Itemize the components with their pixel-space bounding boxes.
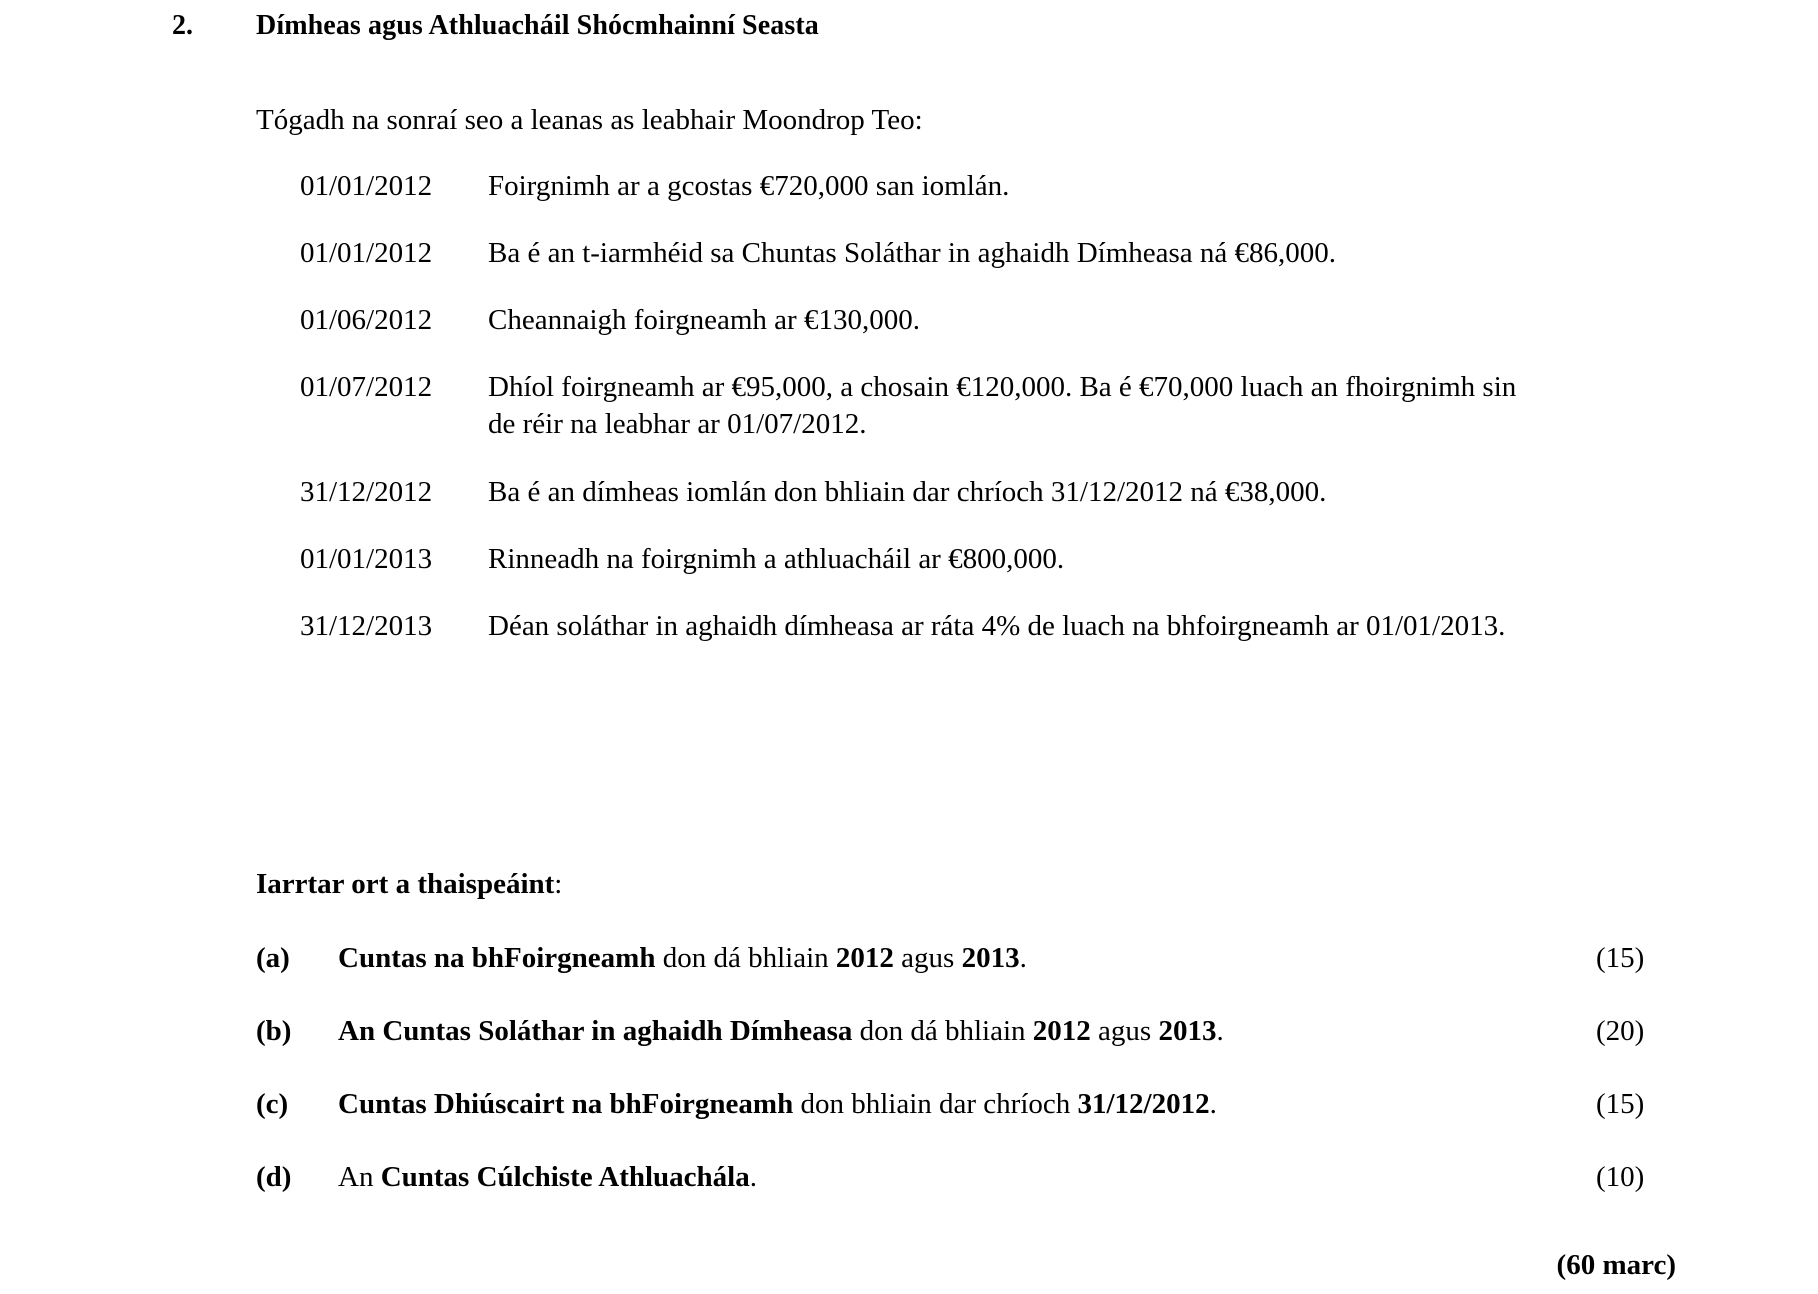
required-heading-colon: : xyxy=(554,868,563,900)
part-letter: (a) xyxy=(256,942,290,974)
part-letter: (c) xyxy=(256,1088,289,1120)
entry-date: 01/01/2012 xyxy=(300,237,433,270)
part-marks: (10) xyxy=(1596,1161,1645,1193)
entry-description: Dhíol foirgneamh ar €95,000, a chosain €120,000. Ba é €70,000 luach an fhoirgnimh sin de réir na leabhar ar 01/07/2012. xyxy=(488,371,1517,441)
question-number: 2. xyxy=(172,10,193,41)
entry-description: Cheannaigh foirgneamh ar €130,000. xyxy=(488,304,920,337)
entry-description: Déan soláthar in aghaidh dímheasa ar ráta 4% de luach na bhfoirgneamh ar 01/01/2013. xyxy=(488,609,1506,642)
part-marks: (15) xyxy=(1596,1088,1645,1120)
part-letter: (d) xyxy=(256,1161,292,1193)
required-heading xyxy=(256,868,562,901)
question-intro: Tógadh na sonraí seo a leanas as leabhair Moondrop Teo: xyxy=(256,104,923,136)
list-item xyxy=(256,608,1656,645)
entry-date: 01/07/2012 xyxy=(300,371,433,404)
part-row xyxy=(256,1015,1676,1048)
part-row xyxy=(256,1088,1676,1121)
entry-date: 01/01/2012 xyxy=(300,170,433,202)
entry-date: 31/12/2013 xyxy=(300,609,433,642)
part-marks: (15) xyxy=(1596,942,1645,974)
entry-description: Ba é an dímheas iomlán don bhliain dar chríoch 31/12/2012 ná €38,000. xyxy=(488,475,1327,508)
total-marks: (60 marc) xyxy=(1556,1249,1676,1281)
question-heading xyxy=(172,10,1672,42)
entry-description: Foirgnimh ar a gcostas €720,000 san iomlán. xyxy=(488,170,1010,202)
part-letter: (b) xyxy=(256,1015,292,1047)
required-heading-bold: Iarrtar ort a thaispeáint xyxy=(256,868,555,900)
list-item xyxy=(256,235,1656,272)
entry-description: Ba é an t-iarmhéid sa Chuntas Soláthar in aghaidh Dímheasa ná €86,000. xyxy=(488,237,1337,270)
part-text: An Cuntas Soláthar in aghaidh Dímheasa don dá bhliain 2012 agus 2013. xyxy=(338,1015,1224,1047)
transaction-list xyxy=(256,168,1656,675)
list-item xyxy=(256,369,1656,443)
entry-date: 31/12/2012 xyxy=(300,475,433,508)
part-text: Cuntas Dhiúscairt na bhFoirgneamh don bhliain dar chríoch 31/12/2012. xyxy=(338,1088,1217,1120)
part-text: An Cuntas Cúlchiste Athluachála. xyxy=(338,1161,757,1193)
question-title: Dímheas agus Athluacháil Shócmhainní Seasta xyxy=(256,10,819,41)
list-item xyxy=(256,541,1656,578)
list-item xyxy=(256,474,1656,511)
entry-date: 01/06/2012 xyxy=(300,304,433,337)
part-row xyxy=(256,942,1676,975)
list-item xyxy=(256,302,1656,339)
entry-date: 01/01/2013 xyxy=(300,542,433,575)
part-text: Cuntas na bhFoirgneamh don dá bhliain 2012 agus 2013. xyxy=(338,942,1027,974)
part-marks: (20) xyxy=(1596,1015,1645,1047)
list-item xyxy=(256,168,1656,205)
entry-description: Rinneadh na foirgnimh a athluacháil ar €800,000. xyxy=(488,542,1065,575)
part-row xyxy=(256,1161,1676,1194)
required-parts xyxy=(256,942,1676,1234)
